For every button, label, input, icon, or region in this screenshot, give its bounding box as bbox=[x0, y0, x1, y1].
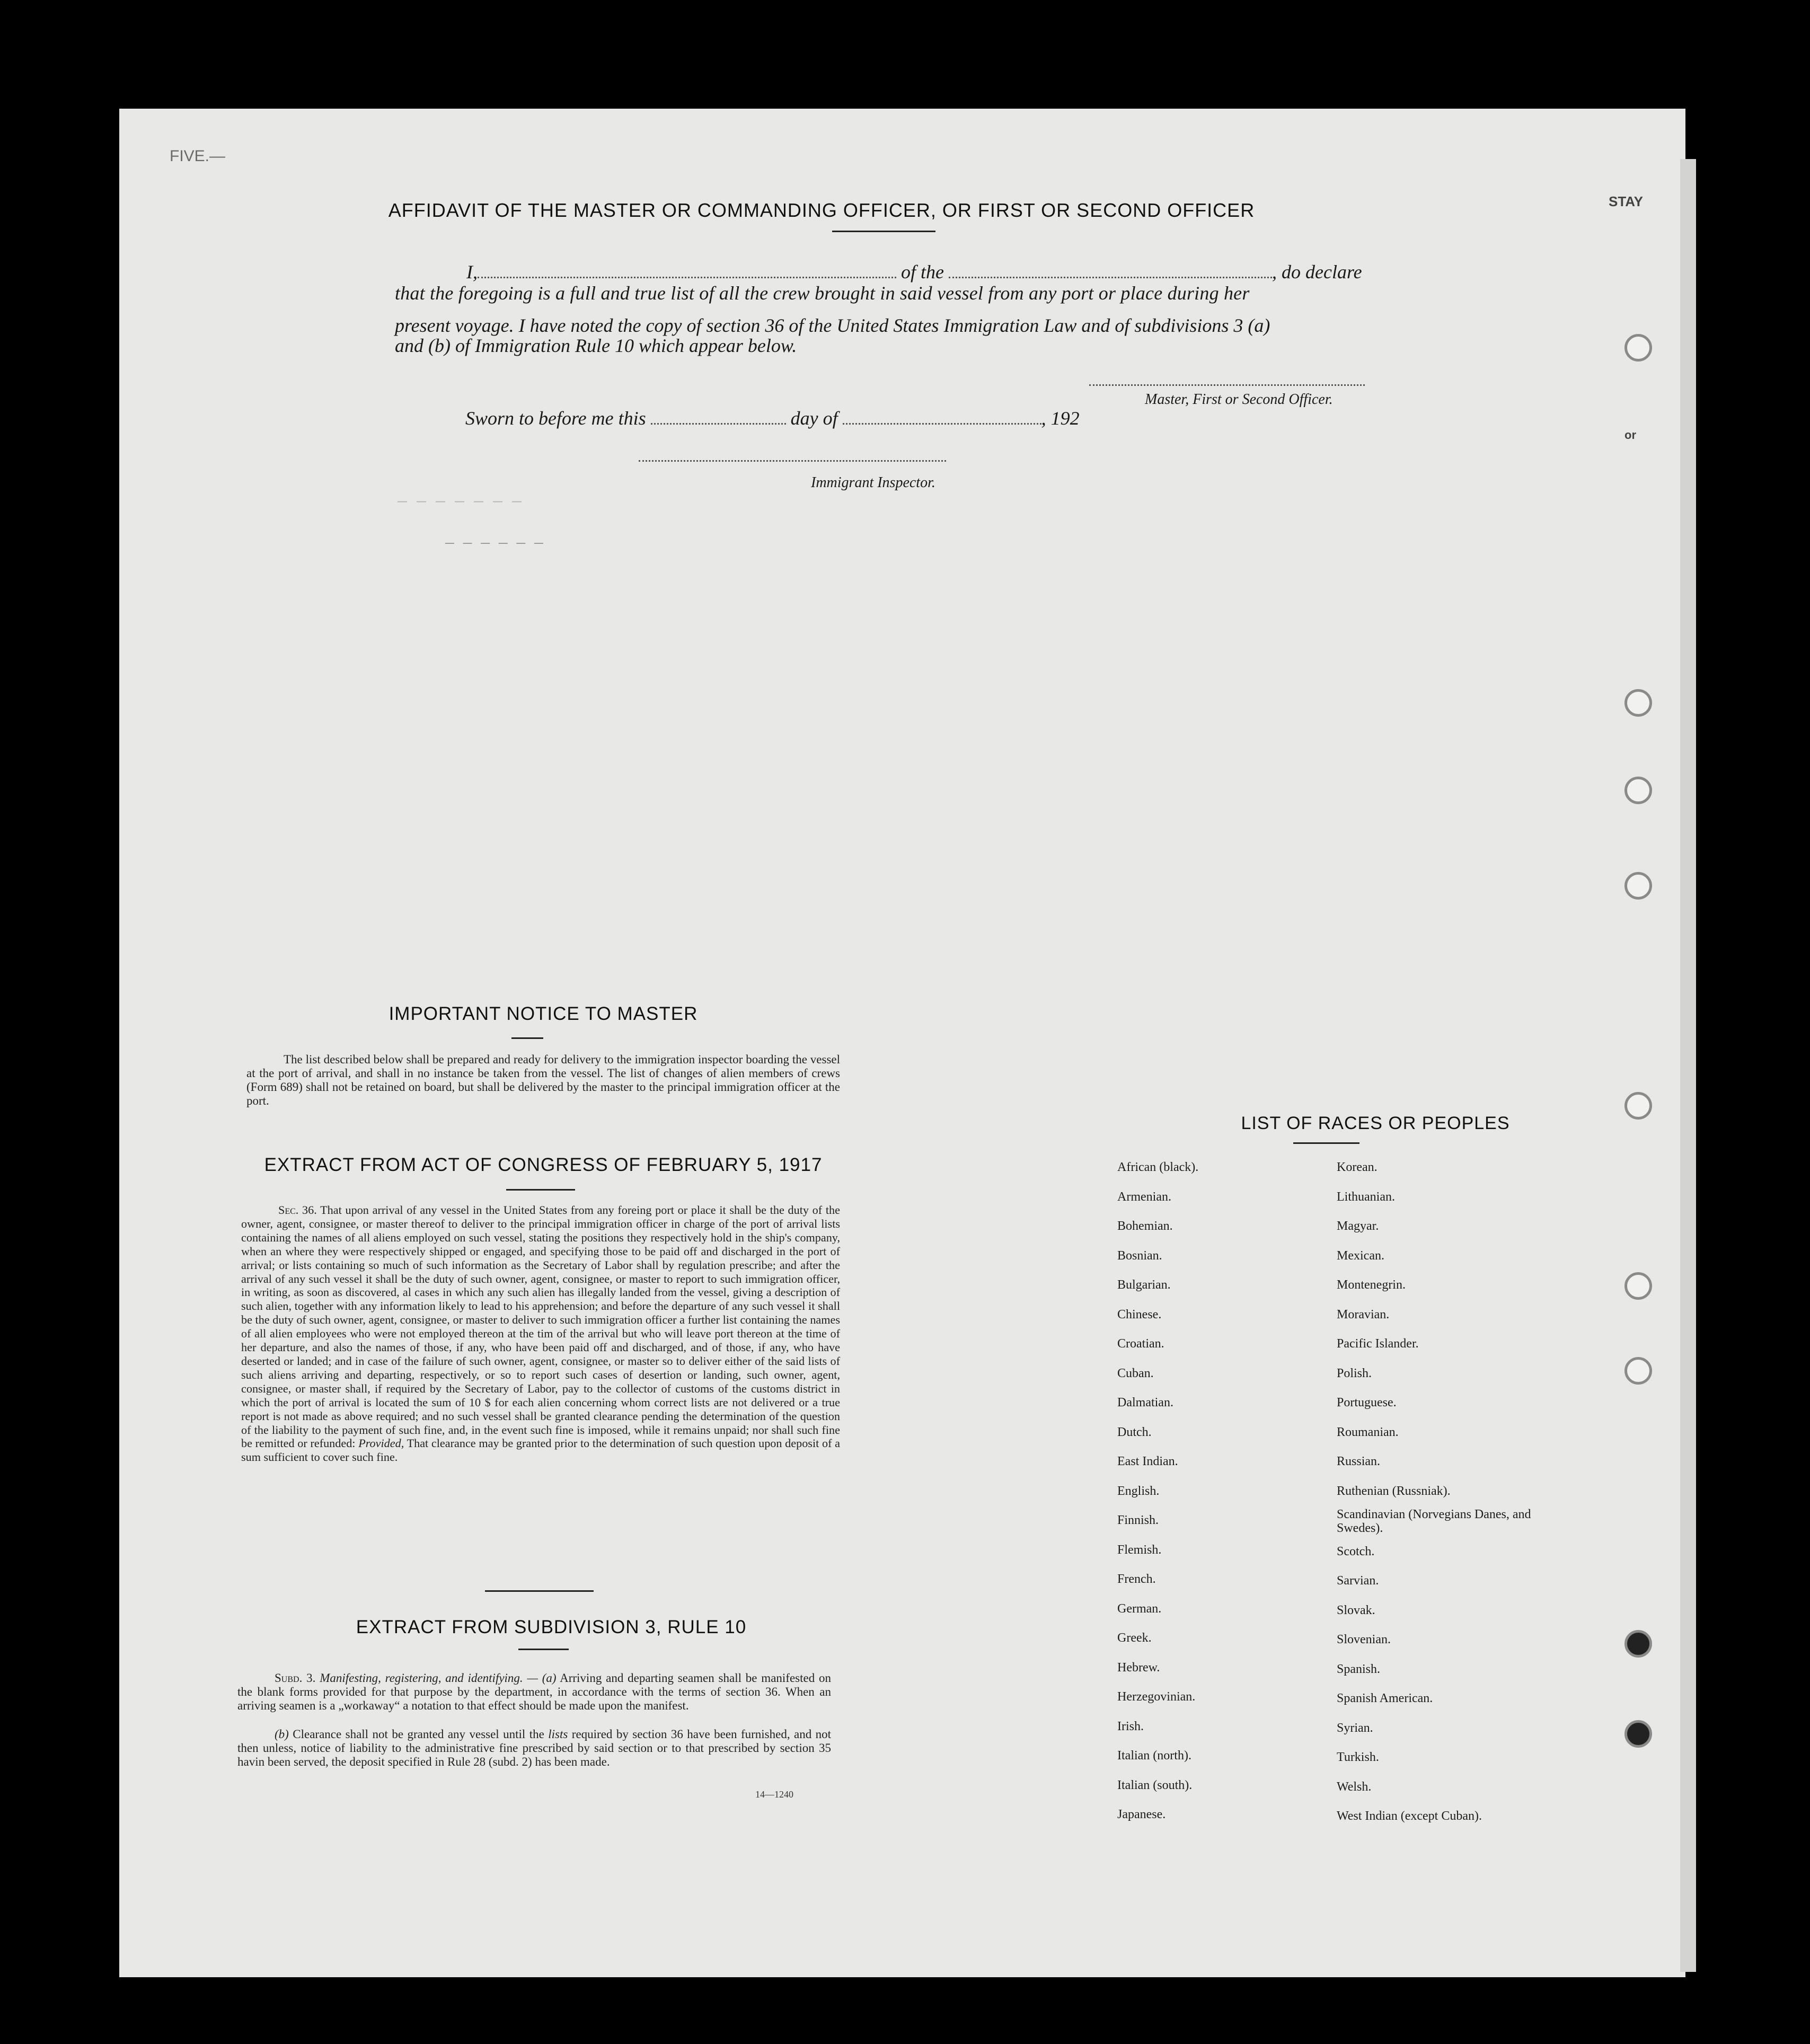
race-item: German. bbox=[1117, 1601, 1162, 1616]
race-item: Finnish. bbox=[1117, 1513, 1159, 1527]
race-item: Moravian. bbox=[1337, 1307, 1390, 1321]
race-item: Greek. bbox=[1117, 1631, 1152, 1645]
signature-line bbox=[1089, 384, 1365, 386]
race-item: Magyar. bbox=[1337, 1219, 1379, 1233]
races-heading: LIST OF RACES OR PEOPLES bbox=[1241, 1113, 1510, 1133]
race-item: Bosnian. bbox=[1117, 1248, 1162, 1263]
punch-hole bbox=[1624, 872, 1652, 900]
race-item: Sarvian. bbox=[1337, 1574, 1379, 1588]
race-item: East Indian. bbox=[1117, 1455, 1178, 1468]
race-item: Mexican. bbox=[1337, 1248, 1384, 1263]
race-item: Dalmatian. bbox=[1117, 1396, 1173, 1409]
act-heading: EXTRACT FROM ACT OF CONGRESS OF FEBRUARY 5, 1917 bbox=[264, 1155, 823, 1175]
race-item: Slovenian. bbox=[1337, 1633, 1391, 1646]
punch-hole bbox=[1624, 1720, 1652, 1748]
act-end-rule bbox=[485, 1590, 594, 1592]
rule-text-a: Subd. 3. Manifesting, registering, and identifying. — (a) Arriving and departing seamen shall be manifested on the blank forms provided for that purpose by the department, in accordance with the terms of section 36. When an arriving seamen is a „workaway“ a notation to that effect should be made upon the manifest. bbox=[237, 1671, 832, 1712]
race-item: Chinese. bbox=[1117, 1307, 1162, 1321]
form-number: 14—1240 bbox=[755, 1789, 793, 1800]
race-item: Korean. bbox=[1337, 1160, 1378, 1174]
race-item: Croatian. bbox=[1117, 1337, 1164, 1351]
race-item: French. bbox=[1117, 1572, 1156, 1586]
races-list-left bbox=[1117, 1153, 1340, 1830]
race-item: Polish. bbox=[1337, 1366, 1372, 1380]
affidavit-line-2: that the foregoing is a full and true list of all the crew brought in said vessel from any port or place during her bbox=[395, 283, 1250, 304]
races-list-right bbox=[1337, 1153, 1538, 1831]
notice-heading: IMPORTANT NOTICE TO MASTER bbox=[389, 1003, 698, 1024]
race-item: Welsh. bbox=[1337, 1779, 1372, 1794]
race-item: Slovak. bbox=[1337, 1603, 1375, 1617]
bleed-through-dashes: — — — — — — bbox=[445, 535, 543, 552]
race-item: Syrian. bbox=[1337, 1721, 1373, 1735]
race-item: Italian (north). bbox=[1117, 1749, 1191, 1763]
race-item: Portuguese. bbox=[1337, 1396, 1397, 1409]
race-item: Herzegovinian. bbox=[1117, 1690, 1196, 1704]
act-rule bbox=[506, 1189, 575, 1191]
race-item: Bohemian. bbox=[1117, 1219, 1173, 1233]
inspector-signature-line bbox=[639, 460, 946, 462]
race-item: Italian (south). bbox=[1117, 1778, 1193, 1792]
race-item: Flemish. bbox=[1117, 1543, 1162, 1557]
race-item: Irish. bbox=[1117, 1719, 1144, 1733]
race-item: Turkish. bbox=[1337, 1750, 1379, 1764]
page-edge bbox=[1680, 159, 1696, 1972]
races-rule bbox=[1293, 1142, 1359, 1144]
notice-text: The list described below shall be prepared and ready for delivery to the immigration inspector boarding the vessel at the port of arrival, and shall in no instance be taken from the vessel. The list of changes of alien members of crews (Form 689) shall not be retained on board, but shall be delivered by the master to the principal immigration officer at the port. bbox=[246, 1053, 840, 1107]
affidavit-line-1: I, of the , do declare bbox=[466, 261, 1362, 283]
signature-label: Master, First or Second Officer. bbox=[1145, 391, 1333, 408]
race-item: Scotch. bbox=[1337, 1544, 1375, 1558]
race-item: Lithuanian. bbox=[1337, 1190, 1395, 1204]
rule-heading: EXTRACT FROM SUBDIVISION 3, RULE 10 bbox=[356, 1617, 747, 1637]
rule-text-b: (b) Clearance shall not be granted any vessel until the lists required by section 36 have been furnished, and not then unless, notice of liability to the administrative fine prescribed by said section or to that prescribed by section 35 havin been served, the deposit specified in Rule 28 (subd. 2) has been made. bbox=[237, 1728, 832, 1768]
sworn-line: Sworn to before me this day of , 192 bbox=[465, 408, 1080, 429]
race-item: Dutch. bbox=[1117, 1425, 1152, 1439]
race-item: Russian. bbox=[1337, 1455, 1381, 1468]
punch-hole bbox=[1624, 1272, 1652, 1300]
race-item: Scandinavian (Norvegians Danes, and Swedes). bbox=[1337, 1508, 1531, 1535]
race-item: African (black). bbox=[1117, 1160, 1199, 1174]
inspector-label: Immigrant Inspector. bbox=[811, 474, 935, 491]
race-item: Japanese. bbox=[1117, 1808, 1166, 1821]
affidavit-line-4: and (b) of Immigration Rule 10 which appear below. bbox=[395, 335, 797, 356]
race-item: Ruthenian (Russniak). bbox=[1337, 1484, 1451, 1498]
race-item: Bulgarian. bbox=[1117, 1278, 1171, 1292]
affidavit-heading: AFFIDAVIT OF THE MASTER OR COMMANDING OFFICER, OR FIRST OR SECOND OFFICER bbox=[388, 199, 1255, 221]
race-item: Montenegrin. bbox=[1337, 1278, 1406, 1292]
margin-tab-or: or bbox=[1624, 428, 1636, 442]
race-item: Armenian. bbox=[1117, 1190, 1171, 1204]
race-item: West Indian (except Cuban). bbox=[1337, 1809, 1482, 1823]
punch-hole bbox=[1624, 334, 1652, 362]
notice-rule bbox=[511, 1037, 543, 1039]
affidavit-line-3: present voyage. I have noted the copy of section 36 of the United States Immigration Law and of subdivisions 3 (a) bbox=[395, 315, 1270, 336]
margin-tab-label: STAY bbox=[1609, 193, 1644, 209]
heading-rule bbox=[832, 231, 935, 232]
race-item: Spanish American. bbox=[1337, 1691, 1433, 1705]
corner-mark: FIVE.— bbox=[170, 147, 226, 165]
punch-hole bbox=[1624, 1092, 1652, 1120]
race-item: Spanish. bbox=[1337, 1662, 1381, 1676]
bleed-through-text: — — — — — — — bbox=[398, 493, 522, 511]
race-item: Cuban. bbox=[1117, 1366, 1154, 1380]
punch-hole bbox=[1624, 689, 1652, 717]
race-item: Roumanian. bbox=[1337, 1425, 1399, 1439]
race-item: Pacific Islander. bbox=[1337, 1337, 1419, 1351]
punch-hole bbox=[1624, 777, 1652, 804]
race-item: English. bbox=[1117, 1484, 1160, 1498]
race-item: Hebrew. bbox=[1117, 1660, 1160, 1675]
rule-heading-rule bbox=[518, 1649, 569, 1650]
punch-hole bbox=[1624, 1357, 1652, 1385]
punch-hole bbox=[1624, 1630, 1652, 1658]
act-text: Sec. 36. That upon arrival of any vessel in the United States from any foreing port or place it shall be the duty of the owner, agent, consignee, or master thereof to deliver to the principal immigration officer in charge of the port of arrival lists containing the names of all aliens employed on such vessel, stating the positions they respectively hold in the ship's company, when an where they were respectively shipped or engaged, and specifying those to be paid off and discharged in the port of arrival; or lists containing so much of such information as the Secretary of Labor shall by regulation prescribe; and after the arrival of any such vessel it shall be the duty of such owner, agent, consignee, or master to report to such immigration officer, in writing, as soon as discovered, al cases in which any such alien has illegally landed from the vessel, giving a description of such alien, together with any information likely to lead to his apprehension; and before the departure of any such vessel it shall be the duty of such owner, agent, consignee, or master to deliver to such immigration officer a further list containing the names of all alien employees who were not employed thereon at the tim of the arrival but who will leave port thereon at the time of her departure, and also the names of those, if any, who have been paid off and discharged, and of those, if any, who have deserted or landed; and in case of the failure of such owner, agent, consignee, or master so to deliver either of the said lists of such aliens arriving and departing, respectively, or so to report such cases of desertion or landing, such owner, agent, consignee, or master shall, if required by the Secretary of Labor, pay to the collector of customs of the customs district in which the port of arrival is located the sum of 10 $ for each alien concerning whom correct lists are not delivered or a true report is not made as above required; and no such vessel shall be granted clearance pending the determination of the question of the liability to the payment of such fine, and, in the event such fine is imposed, while it remains unpaid; nor shall such fine be remitted or refunded: Provided, That clearance may be granted prior to the determination of such question upon deposit of a sum sufficient to cover such fine. bbox=[241, 1203, 841, 1464]
